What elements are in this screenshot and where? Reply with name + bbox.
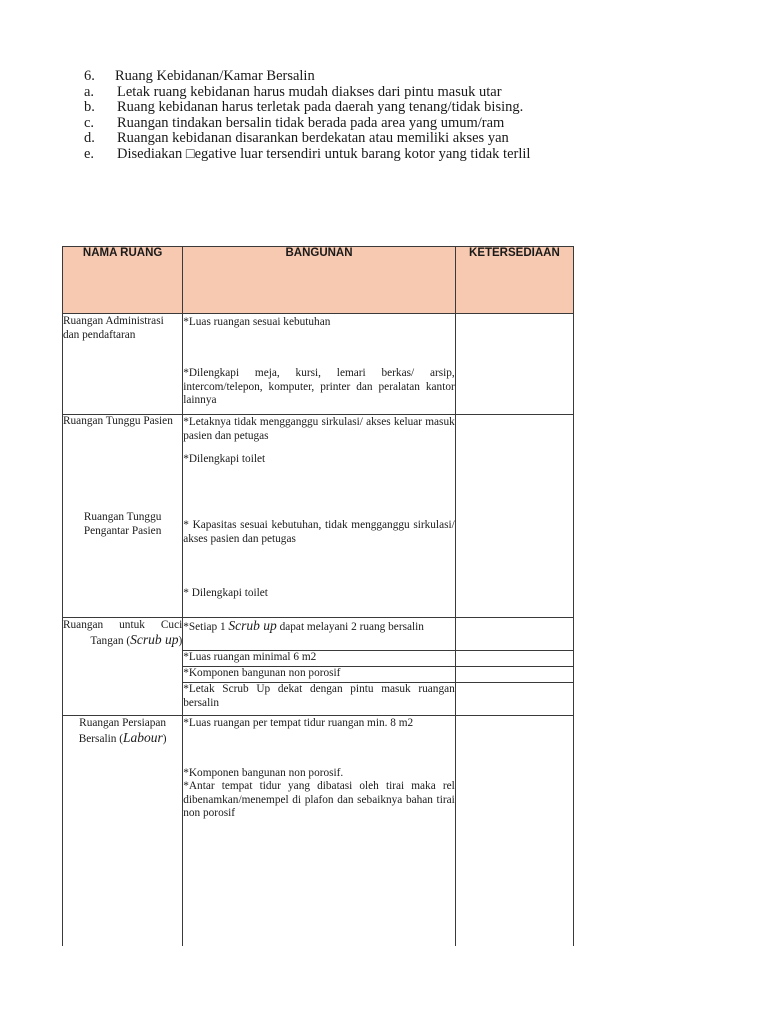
room-name-labour	[63, 716, 183, 946]
table-header-row	[63, 247, 574, 314]
list-marker: 6.	[84, 69, 95, 84]
room-name-scrub-suffix: )	[178, 634, 183, 647]
header-ketersediaan: KETERSEDIAAN	[455, 247, 573, 314]
header-bangunan: BANGUNAN	[183, 247, 456, 314]
bangunan-letak-scrub: *Letak Scrub Up dekat dengan pintu masuk ruangan bersalin	[183, 683, 456, 716]
bangunan-setiap-italic: Scrub up	[228, 618, 277, 633]
bangunan-luas: *Luas ruangan sesuai kebutuhan	[183, 316, 331, 328]
bangunan-antar: *Antar tempat tidur yang dibatasi oleh tirai maka rel dibenamkan/menempel di plafon dan sebaiknya bahan tirai non porosif	[183, 780, 455, 819]
list-item-text: Ruang Kebidanan/Kamar Bersalin	[115, 69, 315, 84]
bangunan-setiap-prefix: *Setiap 1	[183, 621, 229, 633]
room-name-labour-suffix: )	[162, 732, 167, 745]
list-marker: b.	[84, 99, 95, 116]
list-item-text: Ruang kebidanan harus terletak pada daerah yang tenang/tidak bising.	[117, 99, 524, 116]
bangunan-komponen: *Komponen bangunan non porosif	[183, 667, 456, 683]
ketersediaan-cell[interactable]	[455, 314, 573, 415]
list-item	[0, 85, 576, 101]
list-item	[0, 100, 576, 116]
list-marker: c.	[84, 114, 95, 131]
bangunan-luas: *Luas ruangan minimal 6 m2	[183, 651, 456, 667]
bangunan-letak: *Letaknya tidak mengganggu sirkulasi/ akses keluar masuk pasien dan petugas	[183, 416, 455, 442]
ketersediaan-cell[interactable]	[455, 667, 573, 683]
bangunan-luas: *Luas ruangan per tempat tidur ruangan min. 8 m2	[183, 717, 414, 729]
list-item-text: Disediakan □egative luar tersendiri untuk barang kotor yang tidak terlil	[117, 145, 531, 162]
room-name-tunggu-cell	[63, 415, 183, 618]
room-name-tunggu-pengantar: Ruangan Tunggu Pengantar Pasien	[83, 511, 162, 537]
numbered-list	[0, 69, 576, 163]
room-name-scrub-italic: Scrub up	[130, 631, 179, 647]
bangunan-komponen: *Komponen bangunan non porosif.	[183, 767, 344, 779]
table-row	[63, 618, 574, 651]
bangunan-kapasitas: * Kapasitas sesuai kebutuhan, tidak mengganggu sirkulasi/ akses pasien dan petugas	[183, 519, 455, 545]
room-name-scrub	[63, 618, 183, 716]
room-name-administrasi: Ruangan Administrasi dan pendaftaran	[63, 314, 183, 415]
room-spec-table	[62, 246, 574, 946]
bangunan-cell	[183, 314, 456, 415]
ketersediaan-cell[interactable]	[455, 618, 573, 651]
table-row	[63, 314, 574, 415]
list-item	[0, 69, 576, 85]
header-nama-ruang: NAMA RUANG	[63, 247, 183, 314]
bangunan-toilet: * Dilengkapi toilet	[183, 587, 268, 599]
room-name-tunggu-pasien: Ruangan Tunggu Pasien	[63, 415, 173, 427]
list-item-text: Ruangan kebidanan disarankan berdekatan atau memiliki akses yan	[117, 130, 509, 147]
list-marker: d.	[84, 130, 95, 147]
bangunan-cell	[183, 716, 456, 946]
room-name-labour-italic: Labour	[122, 729, 163, 745]
bangunan-setiap-suffix: dapat melayani 2 ruang bersalin	[276, 621, 424, 633]
table-row	[63, 716, 574, 946]
bangunan-toilet: *Dilengkapi toilet	[183, 453, 266, 465]
list-item	[0, 147, 576, 163]
bangunan-setiap	[183, 618, 456, 651]
list-marker: a.	[84, 83, 95, 100]
room-name-scrub-text: Ruangan untuk Cuci Tangan (	[63, 619, 183, 647]
ketersediaan-cell[interactable]	[455, 683, 573, 716]
ketersediaan-cell[interactable]	[455, 651, 573, 667]
list-marker: e.	[84, 145, 95, 162]
bangunan-cell	[183, 415, 456, 618]
list-item-text: Ruangan tindakan bersalin tidak berada pada area yang umum/ram	[117, 114, 505, 131]
ketersediaan-cell[interactable]	[455, 415, 573, 618]
list-item	[0, 131, 576, 147]
list-item	[0, 116, 576, 132]
ketersediaan-cell[interactable]	[455, 716, 573, 946]
list-item-text: Letak ruang kebidanan harus mudah diakses dari pintu masuk utar	[117, 83, 502, 100]
table-row	[63, 415, 574, 618]
bangunan-dilengkapi: *Dilengkapi meja, kursi, lemari berkas/ arsip, intercom/telepon, komputer, printer dan peralatan kantor lainnya	[183, 367, 455, 406]
room-name-labour-text: Ruangan Persiapan Bersalin (	[78, 717, 167, 745]
